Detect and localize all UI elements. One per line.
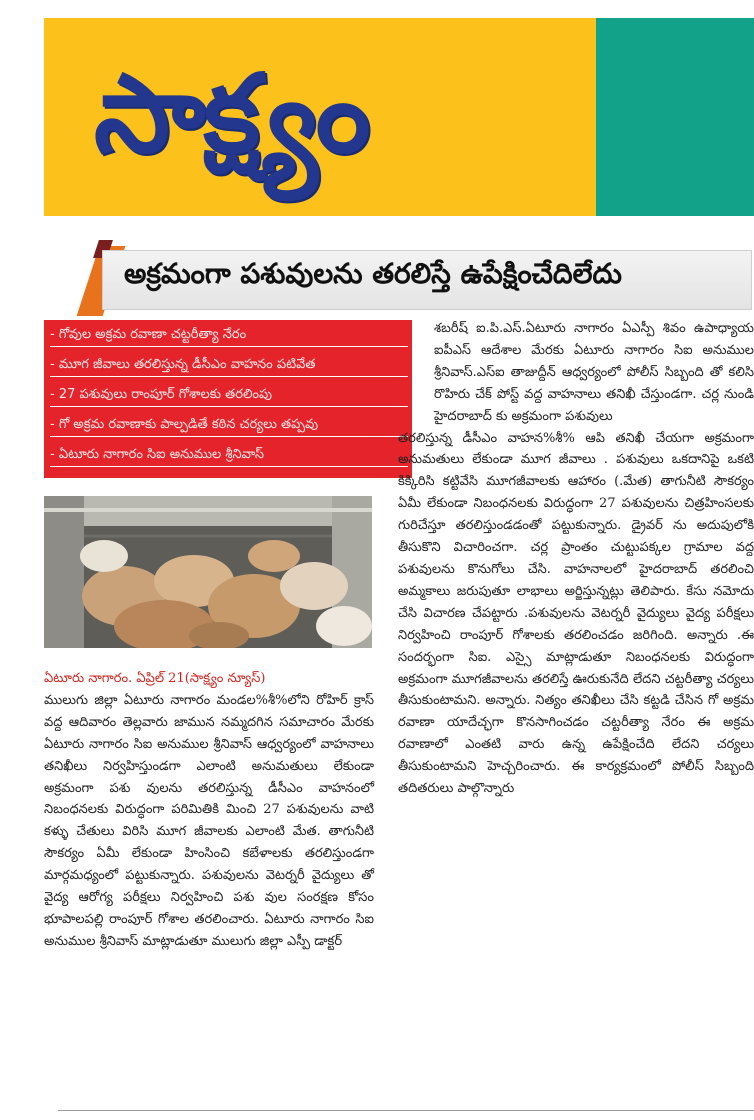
article-paragraph: శబరీష్ ఐ.పి.ఎస్.ఏటూరు నాగారం ఏఎస్పీ శివం ఉపాధ్యాయ ఐపీఎస్ ఆదేశాల మేరకు ఏటూరు నాగారం సిఐ అనుముల శ్రీనివాస్.ఎస్ఐ తాజుద్దీన్ ఆధ్వర్యంలో పోలీస్ సిబ్బంది తో కలిసి రొహిరు చేక్ పోస్ట్ వద్ద వాహనాలు తనిఖీ చేస్తుండగా. చర్ల నుండి హైదరాబాద్ కు అక్రమంగా పశువులు (434, 321, 754, 424)
newspaper-logo: సాక్ష్యం (94, 52, 369, 177)
masthead-teal-panel (596, 18, 754, 216)
headline: అక్రమంగా పశువులను తరలిస్తే ఉపేక్షించేదిలేదు (124, 257, 622, 290)
news-photo-cattle-in-truck (44, 496, 372, 648)
bottom-divider (58, 1110, 754, 1111)
article-paragraph: ములుగు జిల్లా ఏటూరు నాగారం మండల%శీ%లోని రోహిర్ క్రాస్ వద్ద ఆదివారం తెల్లవారు జామున నమ్మదగిన సమాచారం మేరకు ఏటూరు నాగారం సిఐ అనుముల శ్రీనివాస్ ఆధ్వర్యంలో వాహనాలు తనిఖీలు నిర్వహిస్తుండగా ఎలాంటి అనుమతులు లేకుండా అక్రమంగా పశు వులను తరలిస్తున్న డీసీఎం వాహనంలో నిబంధనలకు విరుద్ధంగా పరిమితికి మించి 27 పశువులను వాటి కళ్ళు చేతులు విరిసి మూగ జీవాలకు ఎలాంటి మేత. తాగునీటి సౌకర్యం ఏమీ లేకుండా హింసించి కబేళాలకు తరలిస్తుండగా మార్గమధ్యంలో పట్టుకున్నారు. పశువులను వెటర్నరీ వైద్యులు తో వైద్య ఆరోగ్య పరీక్షలు నిర్వహించి పశు వుల సంరక్షణ కోసం భూపాలపల్లి రాంపూర్ గోశాల తరలించారు. ఏటూరు నాగారం సిఐ అనుముల శ్రీనివాస్ మాట్లాడుతూ ములుగు జిల్లా ఎస్పీ డాక్టర్ (44, 692, 374, 949)
highlight-item: - మూగ జీవాలు తరలిస్తున్న డీసీఎం వాహనం పటివేత (50, 354, 408, 377)
highlight-item: - 27 పశువులు రాంపూర్ గోశాలకు తరలింపు (50, 384, 408, 407)
article-right-column (398, 318, 754, 800)
highlights-box (44, 320, 412, 478)
dateline: ఏటూరు నాగారం. ఏప్రిల్ 21(సాక్ష్యం న్యూస్) (44, 671, 266, 686)
masthead (44, 18, 754, 216)
article-left-column (44, 668, 374, 953)
highlight-item: - ఏటూరు నాగారం సిఐ అనుముల శ్రీనివాస్ (50, 444, 408, 467)
highlight-item: - గోవుల అక్రమ రవాణా చట్టరీత్యా నేరం (50, 324, 408, 347)
cattle-photo-illustration (44, 496, 372, 648)
article-paragraph: తరలిస్తున్న డీసీఎం వాహన%శీ% ఆపి తనిఖీ చేయగా అక్రమంగా అనుమతులు లేకుండా మూగ జీవాలు . పశువులు ఒకదానిపై ఒకటి కిక్కిరిసి కట్టివేసి మూగజీవాలకు ఆహారం (.మేత) తాగునీటి సౌకర్యం ఏమీ లేకుండా నిబంధనలకు విరుద్ధంగా 27 పశువులను చిత్రహింసలకు గురిచేస్తూ తరలిస్తుండడంతో పట్టుకున్నారు. డ్రైవర్ ను అదుపులోకి తీసుకొని విచారించగా. చర్ల ప్రాంతం చుట్టుపక్కల గ్రామాల వద్ద పశువులను కొనుగోలు చేసి. వాహనాలలో హైదరాబాద్ తరలించి అమ్మకాలు జరుపుతూ లాభాలు అర్జిస్తున్నట్లు తెలిపారు. కేసు నమోదు చేసి విచారణ చేపట్టారు .పశువులను వెటర్నరీ వైద్యులు వైద్య పరీక్షలు నిర్వహించి రాంపూర్ గోశాలకు తరలించడం జరిగింది. అన్నారు .ఈ సందర్భంగా సిఐ. ఎస్సై మాట్లాడుతూ నిబంధనలకు విరుద్ధంగా అక్రమంగా మూగజీవాలను తరలిస్తే ఊరుకునేది లేదని చట్టరీత్యా చర్యలు తీసుకుంటామని. అన్నారు. నిత్యం తనిఖీలు చేసి కట్టడి చేసిన గో అక్రమ రవాణా యాదేచ్ఛగా కొనసాగించడం చట్టరీత్యా నేరం ఈ అక్రమ రవాణాలో ఎంతటి వారు ఉన్న ఉపేక్షించేది లేదని చర్యలు తీసుకుంటామని హెచ్చరించారు. ఈ కార్యక్రమంలో పోలీస్ సిబ్బంది తదితరులు పాల్గొన్నారు (398, 430, 754, 797)
highlight-item: - గో అక్రమ రవాణాకు పాల్పడితే కఠిన చర్యలు తప్పవు (50, 414, 408, 437)
